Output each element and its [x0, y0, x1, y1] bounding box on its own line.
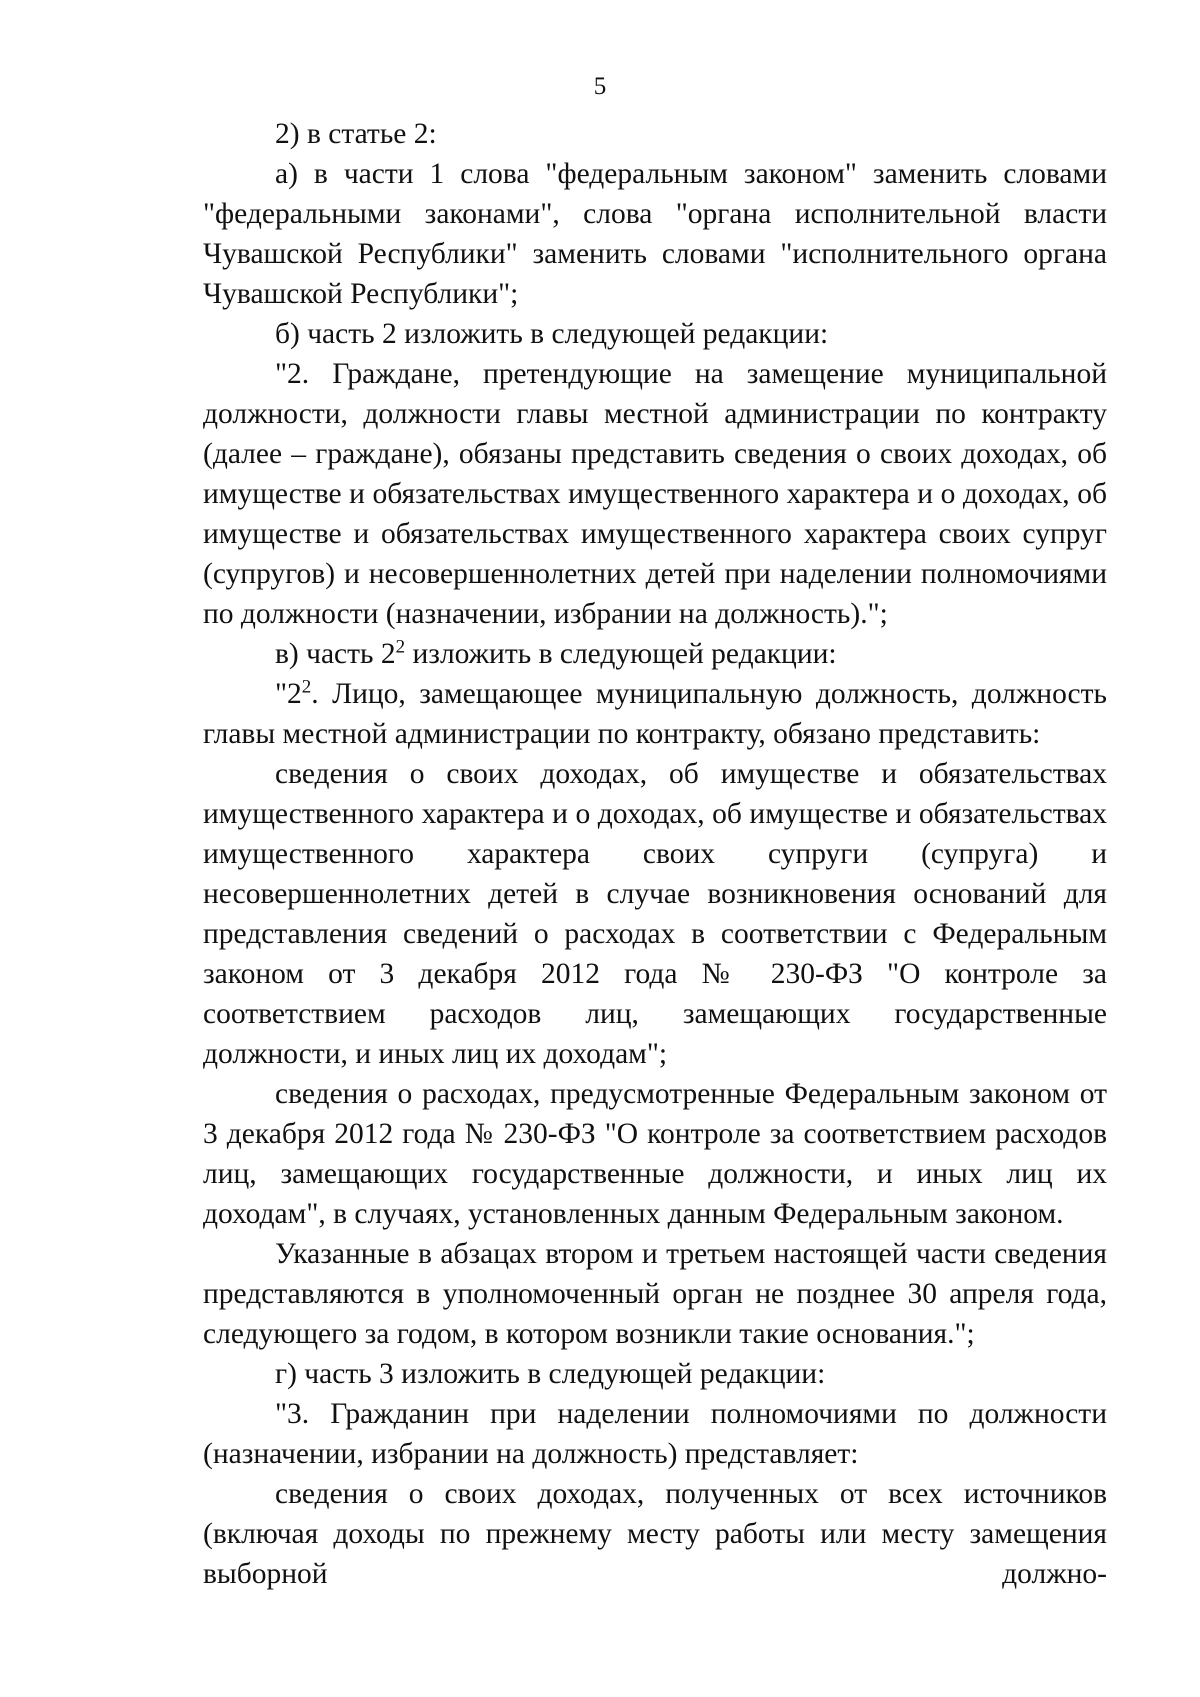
document-body: [203, 114, 1107, 1594]
paragraph-income-info: сведения о своих доходах, об имуществе и обязательствах имущественного характера и о доходах, об имуществе и обязательствах имущественного характера своих супруги (супруга) и несовершеннолетних детей в случае возникновения оснований для представления сведений о расходах в соответствии с Федеральным законом от 3 декабря 2012 года № 230-ФЗ "О контроле за соответствием расходов лиц, замещающих государственные должности, и иных лиц их доходам";: [203, 758, 1107, 1070]
superscript-number: 2: [301, 676, 312, 698]
paragraph-part-2-text: "2. Граждане, претендующие на замещение муниципальной должности, должности главы местной администрации по контракту (далее – граждане), обязаны представить сведения о своих доходах, об имуществе и обязательствах имущественного характера и о доходах, об имуществе и обязательствах имущественного характера своих супруг (супругов) и несовершеннолетних детей при наделении полномочиями по должности (назначении, избрании на должность).";: [203, 358, 1107, 630]
paragraph-part-2-2-text: [203, 674, 1107, 754]
paragraph-expense-info: сведения о расходах, предусмотренные Федеральным законом от 3 декабря 2012 года № 230-ФЗ "О контроле за соответствием расходов лиц, замещающих государственные должности, и иных лиц их доходам", в случаях, установленных данным Федеральным законом.: [203, 1078, 1107, 1230]
paragraph-deadline: Указанные в абзацах втором и третьем настоящей части сведения представляются в уполномоченный орган не позднее 30 апреля года, следующего за годом, в котором возникли такие основания.";: [203, 1238, 1107, 1350]
paragraph-item-b: б) часть 2 изложить в следующей редакции:: [275, 318, 829, 350]
paragraph-part-3-text: "3. Гражданин при наделении полномочиями по должности (назначении, избрании на должность) представляет:: [203, 1398, 1107, 1470]
paragraph-item-a: а) в части 1 слова "федеральным законом" заменить словами "федеральными законами", слова "органа исполнительной власти Чувашской Республики" заменить словами "исполнительного органа Чувашской Республики";: [203, 158, 1107, 310]
paragraph-part-2-2-before: "2: [275, 678, 302, 710]
page-number: 5: [593, 73, 607, 100]
paragraph-item-v-before: в) часть 2: [275, 638, 396, 670]
paragraph-item-v-after: изложить в следующей редакции:: [405, 638, 837, 670]
superscript-number: 2: [395, 636, 406, 658]
paragraph-item-v: [203, 634, 1107, 674]
paragraph-part-2-2-after: . Лицо, замещающее муниципальную должность, должность главы местной администрации по контракту, обязано представить:: [203, 678, 1107, 750]
paragraph-income-sources: сведения о своих доходах, полученных от всех источников (включая доходы по прежнему месту работы или месту замещения выборной должно-: [203, 1478, 1107, 1590]
paragraph-item-g: г) часть 3 изложить в следующей редакции:: [275, 1358, 826, 1390]
paragraph-article-2: 2) в статье 2:: [275, 118, 437, 150]
